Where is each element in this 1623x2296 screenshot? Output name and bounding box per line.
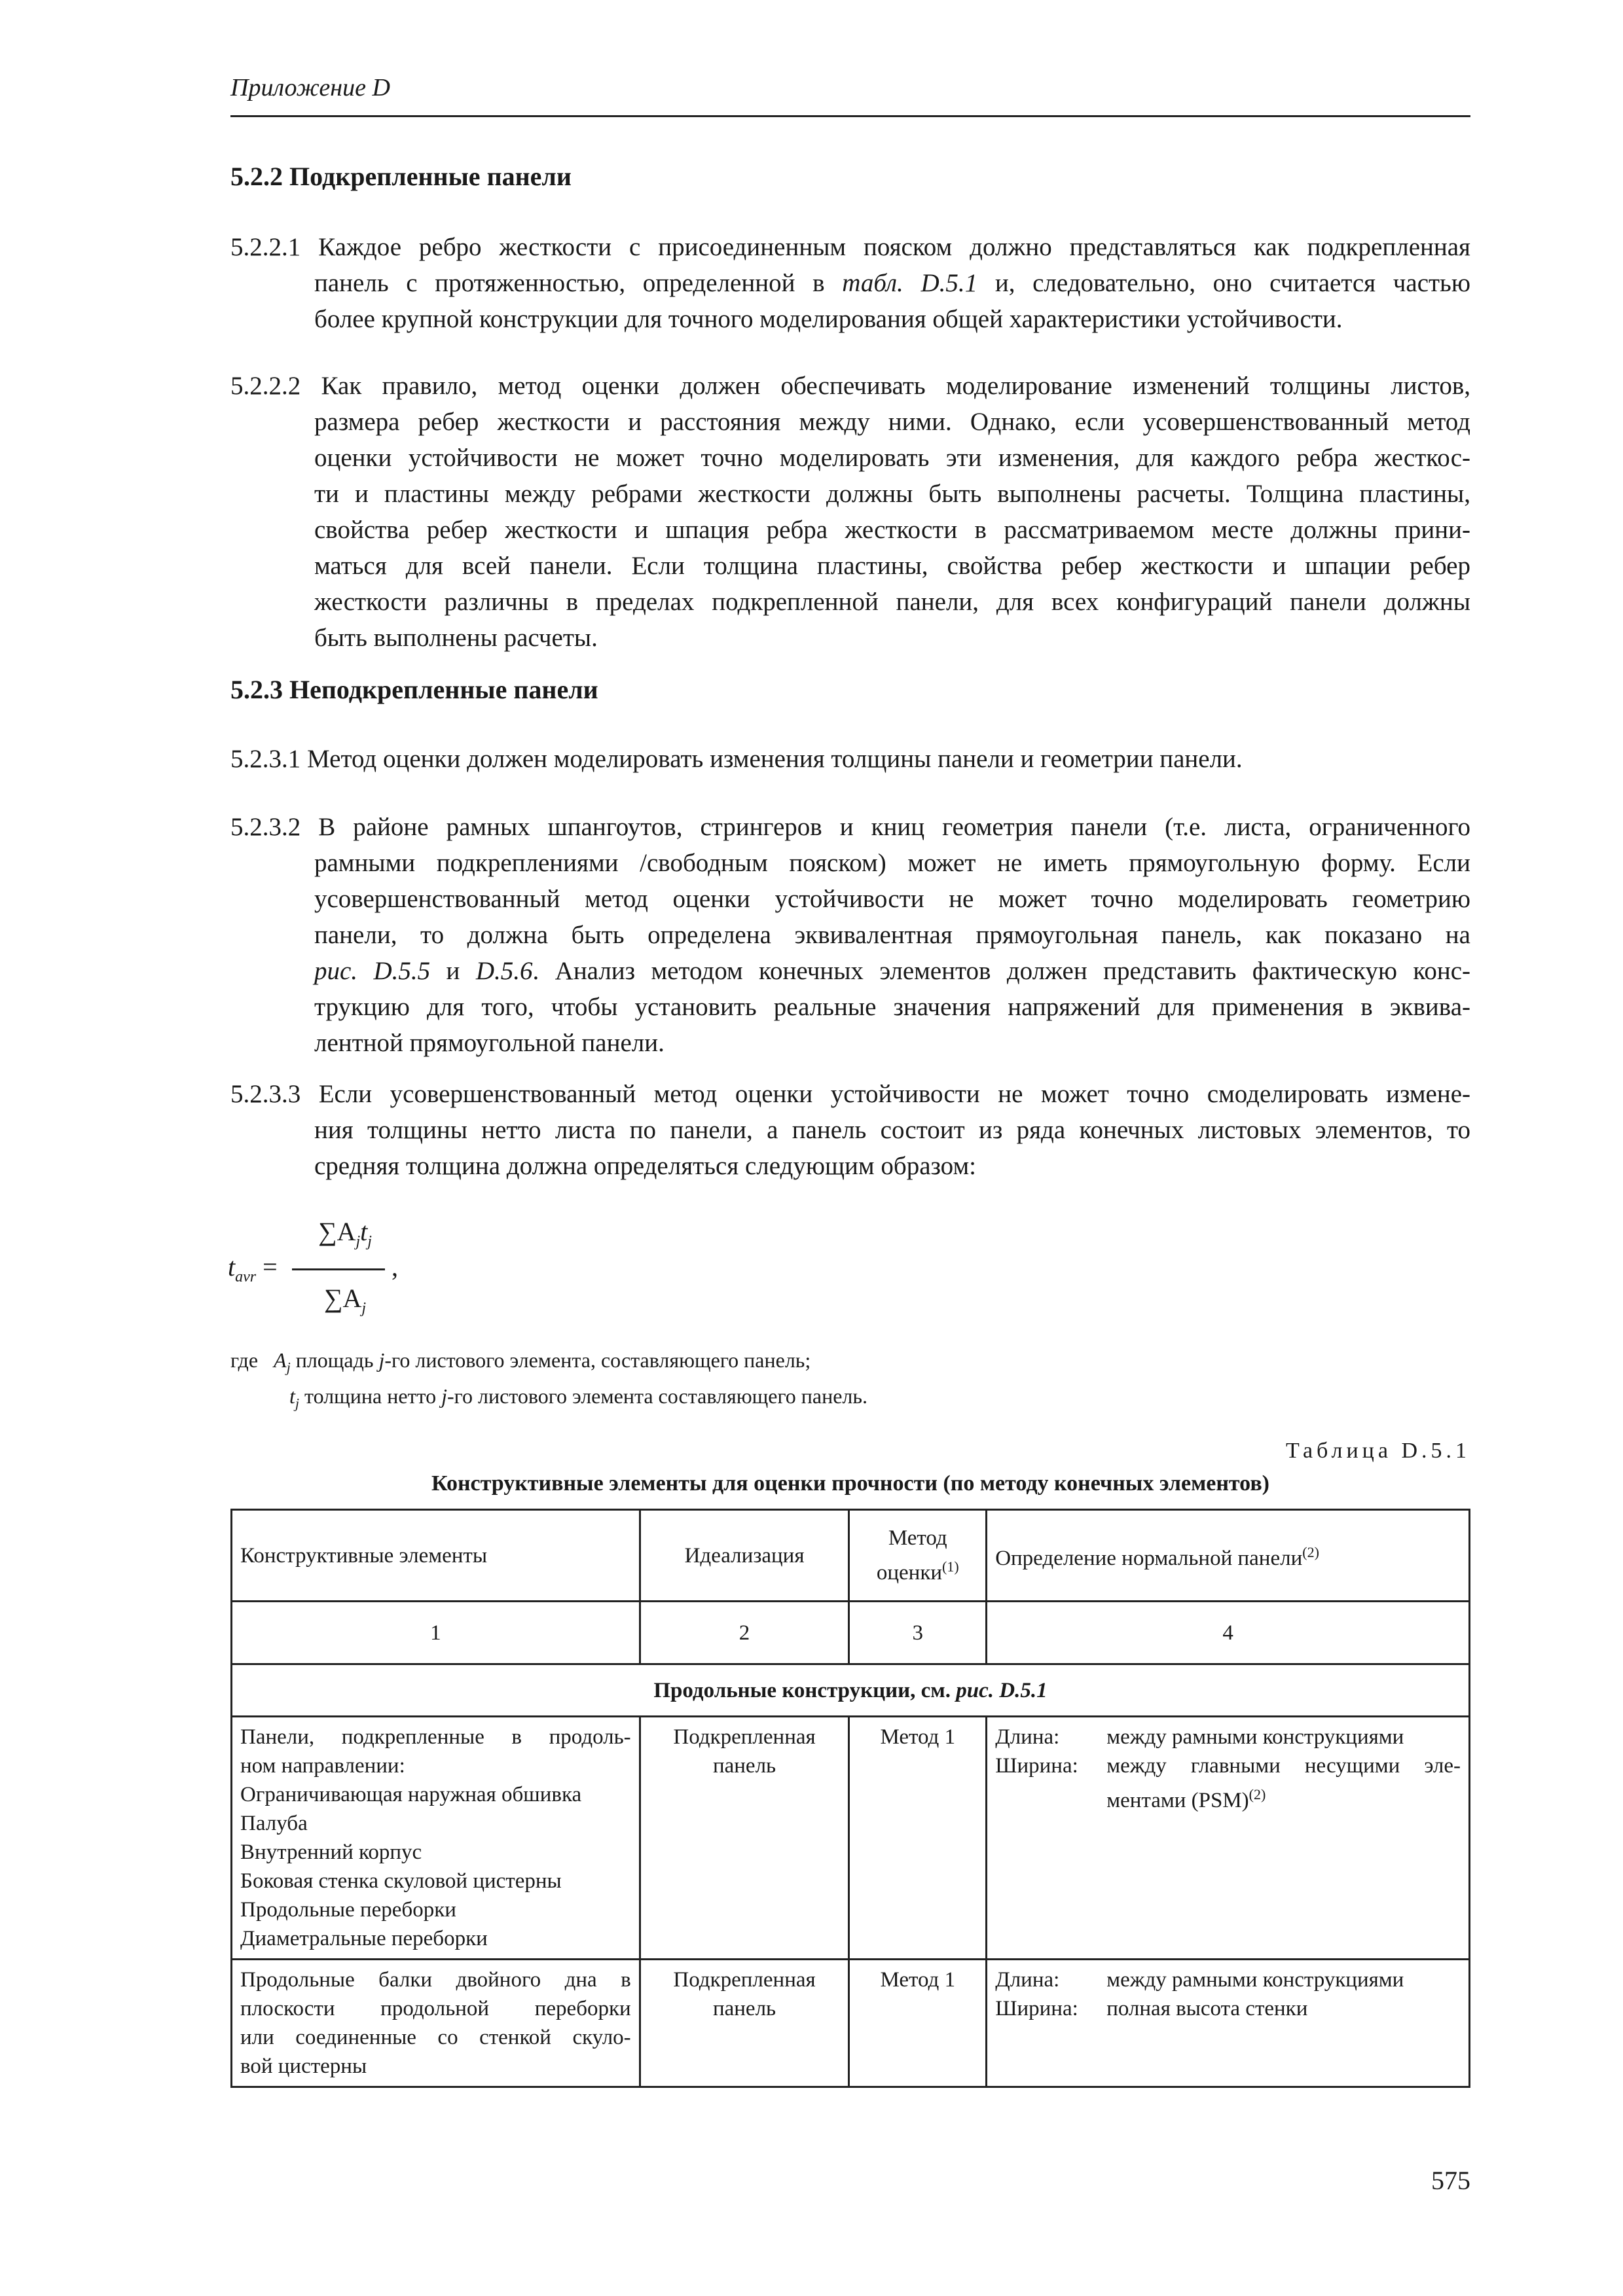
table-group-row bbox=[232, 1664, 1470, 1717]
formula-legend bbox=[230, 1346, 1147, 1418]
para-line: размера ребер жесткости и расстояния между ними. Однако, если усовершенствованный метод bbox=[314, 408, 1470, 436]
para-line: маться для всей панели. Если толщина пластины, свойства ребер жесткости и шпации ребер bbox=[314, 552, 1470, 580]
paragraph-5-2-3-2 bbox=[230, 809, 1470, 1061]
formula-comma: , bbox=[392, 1252, 398, 1282]
column-number: 4 bbox=[987, 1602, 1470, 1664]
para-line: панель с протяженностью, определенной в табл. D.5.1 и, следовательно, оно считается частью bbox=[314, 269, 1470, 297]
figure-reference: D.5.6 bbox=[475, 957, 533, 985]
paragraph-5-2-3-3 bbox=[230, 1076, 1470, 1184]
header-cell: Идеализация bbox=[640, 1510, 849, 1602]
paragraph-5-2-2-2 bbox=[230, 368, 1470, 656]
para-line: 5.2.2.1 Каждое ребро жесткости с присоединенным пояском должно представляться как подкрепленная bbox=[230, 233, 1470, 261]
definition-cell: Длина: между рамными конструкциями Ширина: полная высота стенки bbox=[987, 1960, 1470, 2087]
formula-lhs: $t_{avr}$ = bbox=[228, 1252, 278, 1285]
table-caption: Таблица D.5.1 bbox=[1286, 1439, 1470, 1463]
structural-elements-table bbox=[230, 1509, 1470, 2088]
table-row bbox=[232, 1960, 1470, 2087]
para-line: жесткости различны в пределах подкрепленной панели, для всех конфигураций панели должны bbox=[314, 588, 1470, 616]
para-line: более крупной конструкции для точного моделирования общей характеристики устойчивости. bbox=[314, 305, 1343, 333]
idealization-cell: Подкрепленная панель bbox=[640, 1717, 849, 1960]
section-heading-5-2-3: 5.2.3 Неподкрепленные панели bbox=[230, 675, 598, 704]
idealization-cell: Подкрепленная панель bbox=[640, 1960, 849, 2087]
legend-line-t: $t_j$ толщина нетто j-го листового элемента составляющего панель. bbox=[289, 1384, 867, 1412]
para-line: трукцию для того, чтобы установить реальные значения напряжений для применения в эквива- bbox=[314, 993, 1470, 1021]
element-cell: Продольные балки двойного дна в плоскости продольной переборки или соединенные со стенкой скуло- вой цистерны bbox=[232, 1960, 640, 2087]
para-line: рис. D.5.5 и D.5.6. Анализ методом конечных элементов должен представить фактическую конс- bbox=[314, 957, 1471, 985]
para-line: панели, то должна быть определена эквивалентная прямоугольная панель, как показано на bbox=[314, 921, 1470, 949]
para-line: оценки устойчивости не может точно моделировать эти изменения, для каждого ребра жесткос- bbox=[314, 444, 1470, 472]
header-cell: Конструктивные элементы bbox=[232, 1510, 640, 1602]
group-heading: Продольные конструкции, см. рис. D.5.1 bbox=[232, 1664, 1470, 1717]
para-line: 5.2.3.3 Если усовершенствованный метод оценки устойчивости не может точно смоделировать измене- bbox=[230, 1080, 1470, 1108]
method-cell: Метод 1 bbox=[849, 1717, 987, 1960]
section-heading-5-2-2: 5.2.2 Подкрепленные панели bbox=[230, 162, 572, 191]
figure-reference: рис. D.5.5 bbox=[314, 957, 431, 985]
para-line: усовершенствованный метод оценки устойчивости не может точно моделировать геометрию bbox=[314, 885, 1470, 913]
table-row bbox=[232, 1717, 1470, 1960]
paragraph-5-2-3-1 bbox=[230, 741, 1470, 777]
table-number-row bbox=[232, 1602, 1470, 1664]
table-reference: табл. D.5.1 bbox=[842, 269, 978, 297]
paragraph-5-2-2-1 bbox=[230, 229, 1470, 337]
page-number: 575 bbox=[1431, 2166, 1470, 2195]
column-number: 2 bbox=[640, 1602, 849, 1664]
header-cell: Определение нормальной панели$^{(2)}$ bbox=[987, 1510, 1470, 1602]
element-cell: Панели, подкрепленные в продоль- ном направлении: Ограничивающая наружная обшивка Палуба Внутренний корпус Боковая стенка скуловой цистерны Продольные переборки Диаметральные переборки bbox=[232, 1717, 640, 1960]
header-cell: Метод оценки$^{(1)}$ bbox=[849, 1510, 987, 1602]
column-number: 1 bbox=[232, 1602, 640, 1664]
para-line: ти и пластины между ребрами жесткости должны быть выполнены расчеты. Толщина пластины, bbox=[314, 480, 1470, 508]
para-line: рамными подкреплениями /свободным пояском) может не иметь прямоугольную форму. Если bbox=[314, 849, 1470, 877]
para-line: 5.2.3.1 Метод оценки должен моделировать изменения толщины панели и геометрии панели. bbox=[230, 745, 1243, 773]
para-line: лентной прямоугольной панели. bbox=[314, 1029, 665, 1057]
para-line: ния толщины нетто листа по панели, а панель состоит из ряда конечных листовых элементов, то bbox=[314, 1116, 1470, 1144]
formula-denominator: $\sum A_j$ bbox=[323, 1283, 367, 1317]
definition-cell: Длина: между рамными конструкциями Ширина: между главными несущими эле- ментами (PSM)$^{(2)}$ bbox=[987, 1717, 1470, 1960]
legend-line-a: где $A_j$ площадь j-го листового элемента, составляющего панель; bbox=[230, 1348, 811, 1376]
fraction-bar bbox=[292, 1268, 385, 1270]
table-title: Конструктивные элементы для оценки прочности (по методу конечных элементов) bbox=[431, 1471, 1269, 1496]
para-line: быть выполнены расчеты. bbox=[314, 624, 598, 652]
method-cell: Метод 1 bbox=[849, 1960, 987, 2087]
column-number: 3 bbox=[849, 1602, 987, 1664]
para-line: свойства ребер жесткости и шпация ребра жесткости в рассматриваемом месте должны прини- bbox=[314, 516, 1470, 544]
header-rule bbox=[230, 115, 1470, 117]
para-line: 5.2.3.2 В районе рамных шпангоутов, стрингеров и книц геометрия панели (т.е. листа, ограниченного bbox=[230, 813, 1470, 841]
formula-numerator: $\sum A_jt_j$ bbox=[318, 1217, 372, 1250]
para-line: 5.2.2.2 Как правило, метод оценки должен обеспечивать моделирование изменений толщины листов, bbox=[230, 372, 1470, 400]
running-header: Приложение D bbox=[230, 74, 390, 101]
para-line: средняя толщина должна определяться следующим образом: bbox=[314, 1152, 976, 1180]
table-header-row bbox=[232, 1510, 1470, 1602]
